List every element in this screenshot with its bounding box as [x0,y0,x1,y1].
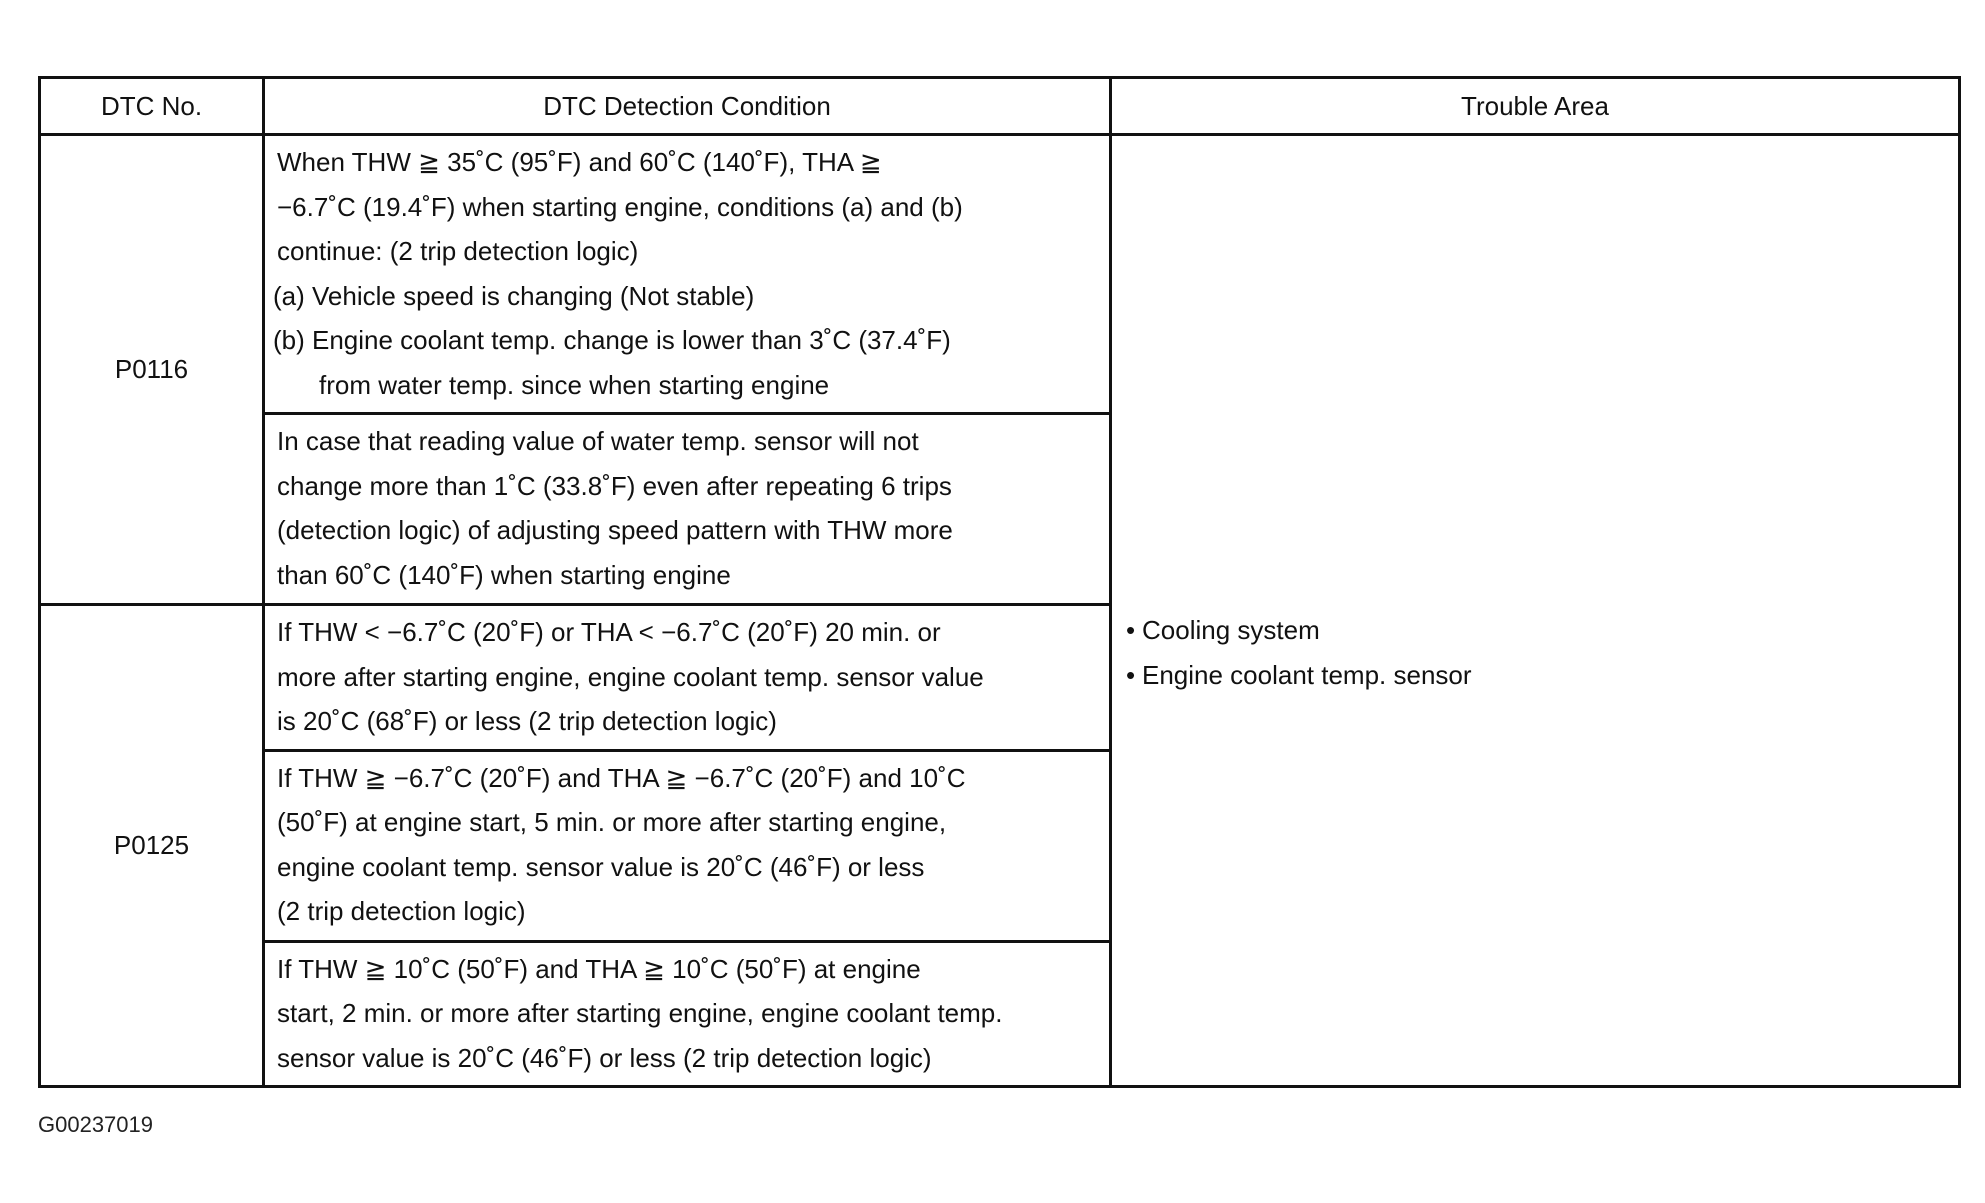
table-header-row [40,78,1960,135]
condition-line: (50˚F) at engine start, 5 min. or more after starting engine, [277,807,947,838]
condition-cell [264,941,1111,1086]
condition-cell [264,605,1111,751]
condition-line: In case that reading value of water temp. sensor will not [277,426,919,457]
trouble-area-item: Cooling system [1142,615,1320,645]
condition-line: If THW ≧ 10˚C (50˚F) and THA ≧ 10˚C (50˚F) at engine [277,953,921,984]
dtc-number-cell: P0125 [40,605,264,1087]
condition-line: continue: (2 trip detection logic) [277,236,639,266]
condition-line: −6.7˚C (19.4˚F) when starting engine, conditions (a) and (b) [277,191,963,222]
condition-line: (b) Engine coolant temp. change is lower than 3˚C (37.4˚F) [273,325,951,355]
condition-line: sensor value is 20˚C (46˚F) or less (2 trip detection logic) [277,1042,932,1073]
condition-line: more after starting engine, engine coolant temp. sensor value [277,661,984,692]
dtc-table [38,76,1961,1088]
figure-id: G00237019 [38,1112,153,1137]
list-item [1126,653,1958,698]
condition-line: than 60˚C (140˚F) when starting engine [277,559,731,590]
condition-line: (detection logic) of adjusting speed pattern with THW more [277,515,953,546]
bullet-icon: • [1126,615,1136,645]
header-detection-condition: DTC Detection Condition [264,78,1111,135]
condition-cell [264,135,1111,414]
table-row [40,135,1960,414]
header-trouble-area: Trouble Area [1111,78,1960,135]
header-dtc-no: DTC No. [40,78,264,135]
condition-cell [264,414,1111,605]
dtc-number-cell: P0116 [40,135,264,605]
condition-line: When THW ≧ 35˚C (95˚F) and 60˚C (140˚F), THA ≧ [277,147,882,177]
condition-line: change more than 1˚C (33.8˚F) even after repeating 6 trips [277,470,952,501]
trouble-area-list [1126,608,1958,697]
condition-cell [264,750,1111,941]
bullet-icon: • [1126,659,1136,690]
condition-line: is 20˚C (68˚F) or less (2 trip detection logic) [277,706,777,737]
condition-line: (2 trip detection logic) [277,896,526,927]
condition-line: engine coolant temp. sensor value is 20˚C (46˚F) or less [277,851,925,882]
condition-line: If THW < −6.7˚C (20˚F) or THA < −6.7˚C (20˚F) 20 min. or [277,617,941,648]
condition-line: (a) Vehicle speed is changing (Not stable) [273,280,755,311]
list-item [1126,608,1958,653]
trouble-area-item: Engine coolant temp. sensor [1142,659,1472,690]
condition-line: from water temp. since when starting engine [319,369,830,400]
condition-line: If THW ≧ −6.7˚C (20˚F) and THA ≧ −6.7˚C (20˚F) and 10˚C [277,762,966,793]
trouble-area-cell [1111,135,1960,1087]
condition-line: start, 2 min. or more after starting engine, engine coolant temp. [277,998,1003,1029]
